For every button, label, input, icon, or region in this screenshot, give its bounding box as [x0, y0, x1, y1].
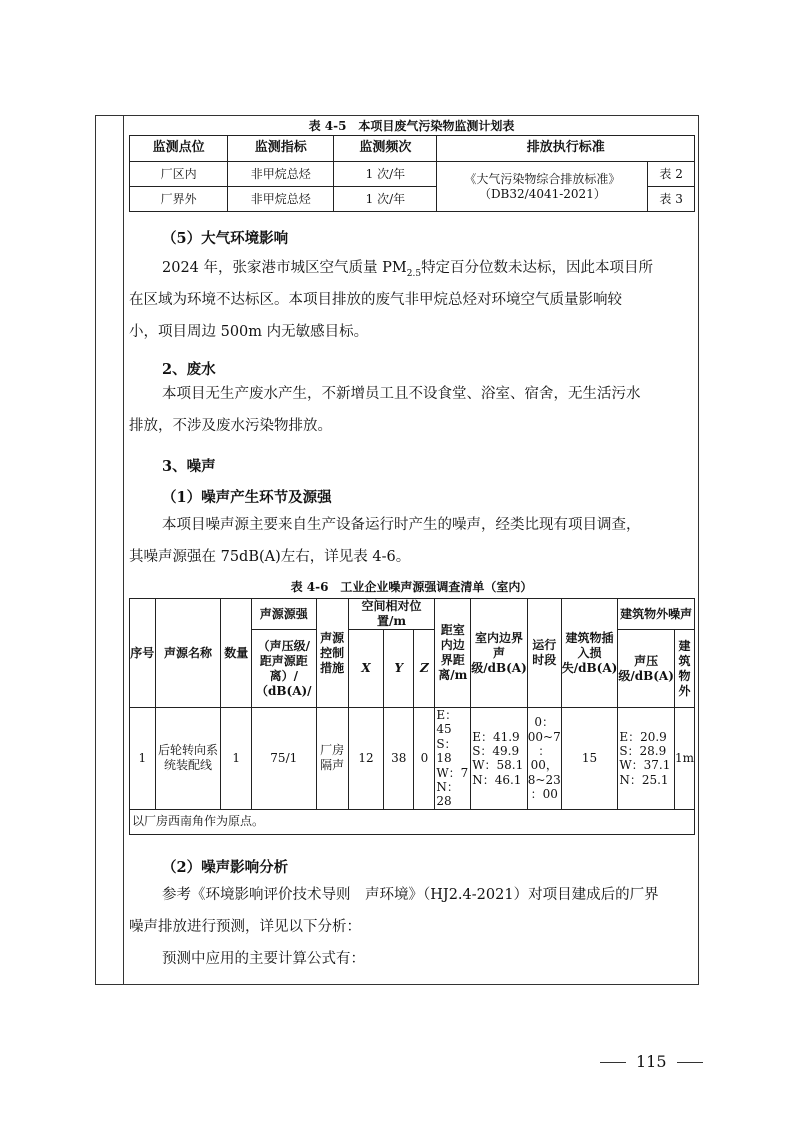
t46-header: 空间相对位置/m — [348, 599, 435, 630]
sec5-heading: （5）大气环境影响 — [162, 230, 289, 247]
t46-cell: 0 — [414, 708, 435, 810]
t46-cell: 1m — [674, 708, 694, 810]
t45-cell: 厂界外 — [130, 187, 228, 212]
t46-header: 建筑物插入损失/dB(A) — [561, 599, 618, 708]
t46-cell: 75/1 — [252, 708, 316, 810]
t46-header: 声源源强 — [252, 599, 316, 630]
value-line: S：18 — [436, 736, 457, 766]
t46-header: 声源名称 — [155, 599, 221, 708]
value-line: W：7 — [436, 765, 469, 780]
value-line: N：28 — [436, 779, 459, 809]
value-line: ：00， — [530, 743, 558, 773]
t46-cell: 12 — [348, 708, 383, 810]
t46-header: 序号 — [130, 599, 156, 708]
sec2-heading: 2、废水 — [162, 361, 216, 378]
value-line: E：20.9 — [619, 729, 667, 744]
sec3-para-line1: 本项目噪声源主要来自生产设备运行时产生的噪声，经类比现有项目调查， — [162, 517, 641, 533]
t45-cell: 1 次/年 — [334, 187, 437, 212]
t46-cell-inlvl — [471, 708, 528, 810]
sec2-para-line1: 本项目无生产废水产生，不新增员工且不设食堂、浴室、宿舍，无生活污水 — [162, 386, 641, 402]
t46-cell: 1 — [221, 708, 252, 810]
text-run: 2024 年，张家港市城区空气质量 PM — [162, 260, 407, 276]
sec2-para-line2: 排放，不涉及废水污染物排放。 — [129, 418, 332, 434]
t46-cell-dist — [435, 708, 471, 810]
t45-header: 监测点位 — [130, 136, 228, 162]
t46-cell: 1 — [130, 708, 156, 810]
value-line: E：45 — [436, 708, 458, 737]
t46-header: Y — [384, 630, 414, 708]
table-4-5 — [129, 135, 695, 212]
text-sub: 2.5 — [406, 268, 422, 279]
t45-cell: 1 次/年 — [334, 162, 437, 187]
t46-header: 室内边界声级/dB(A) — [471, 599, 528, 708]
value-line: 0： — [534, 715, 555, 730]
t46-cell-time — [527, 708, 561, 810]
noise2-para-line2: 噪声排放进行预测，详见以下分析： — [129, 919, 361, 935]
value-line: ：00 — [530, 787, 558, 802]
t46-header: 声源控制措施 — [316, 599, 348, 708]
t45-cell: 表 3 — [648, 187, 695, 212]
page-number-value: 115 — [636, 1052, 667, 1071]
t45-header: 排放执行标准 — [437, 136, 695, 162]
t46-header: Z — [414, 630, 435, 708]
table-4-6 — [129, 598, 695, 835]
noise2-para-line3: 预测中应用的主要计算公式有： — [162, 951, 365, 967]
t45-standard-line: （DB32/4041-2021） — [478, 186, 606, 201]
sec5-para-line3: 小，项目周边 500m 内无敏感目标。 — [129, 324, 369, 340]
t45-header: 监测频次 — [334, 136, 437, 162]
t46-header: 声压级/dB(A) — [618, 630, 675, 708]
page-number — [590, 1052, 713, 1071]
noise2-para-line1: 参考《环境影响评价技术导则 声环境》（HJ2.4-2021）对项目建成后的厂界 — [162, 887, 659, 903]
value-line: N：25.1 — [619, 772, 669, 787]
value-line: 8~23 — [527, 772, 561, 787]
t45-header: 监测指标 — [228, 136, 334, 162]
value-line: N：46.1 — [472, 772, 522, 787]
sec3-subheading: （1）噪声产生环节及源强 — [162, 489, 332, 506]
sec3-para-line2: 其噪声源强在 75dB(A)左右，详见表 4-6。 — [129, 549, 411, 565]
noise2-subheading: （2）噪声影响分析 — [162, 859, 289, 876]
table46-caption: 表 4-6 工业企业噪声源强调查清单（室内） — [290, 580, 533, 594]
t46-header: 距室内边界距离/m — [435, 599, 471, 708]
left-column — [95, 115, 124, 985]
t46-header: 数量 — [221, 599, 252, 708]
t46-cell: 38 — [384, 708, 414, 810]
t46-header: 建筑物外 — [674, 630, 694, 708]
t46-cell: 厂房隔声 — [316, 708, 348, 810]
value-line: S：49.9 — [472, 743, 520, 758]
dash-left — [600, 1062, 626, 1063]
t45-cell: 厂区内 — [130, 162, 228, 187]
value-line: W：37.1 — [619, 758, 671, 773]
dash-right — [677, 1062, 703, 1063]
t45-standard-line: 《大气污染物综合排放标准》 — [464, 171, 621, 186]
sec5-para-line2: 在区域为环境不达标区。本项目排放的废气非甲烷总烃对环境空气质量影响较 — [129, 292, 622, 308]
t46-cell: 15 — [561, 708, 618, 810]
value-line: S：28.9 — [619, 743, 667, 758]
t46-cell: 后轮转向系统装配线 — [155, 708, 221, 810]
text-run: 特定百分位数未达标，因此本项目所 — [421, 260, 654, 276]
table45-caption: 表 4-5 本项目废气污染物监测计划表 — [308, 119, 515, 133]
value-line: 00~7 — [527, 729, 561, 744]
t45-cell: 非甲烷总烃 — [228, 162, 334, 187]
value-line: E：41.9 — [472, 729, 520, 744]
t46-header: （声压级/距声源距离）/（dB(A)/ — [252, 630, 316, 708]
sec3-heading: 3、噪声 — [162, 458, 216, 475]
t45-standard — [437, 162, 648, 212]
t46-header: 运行时段 — [527, 599, 561, 708]
t46-header: X — [348, 630, 383, 708]
value-line: W：58.1 — [472, 758, 524, 773]
t46-note: 以厂房西南角作为原点。 — [130, 809, 695, 834]
t45-cell: 非甲烷总烃 — [228, 187, 334, 212]
t46-header: 建筑物外噪声 — [618, 599, 695, 630]
t46-cell-out — [618, 708, 675, 810]
t45-cell: 表 2 — [648, 162, 695, 187]
